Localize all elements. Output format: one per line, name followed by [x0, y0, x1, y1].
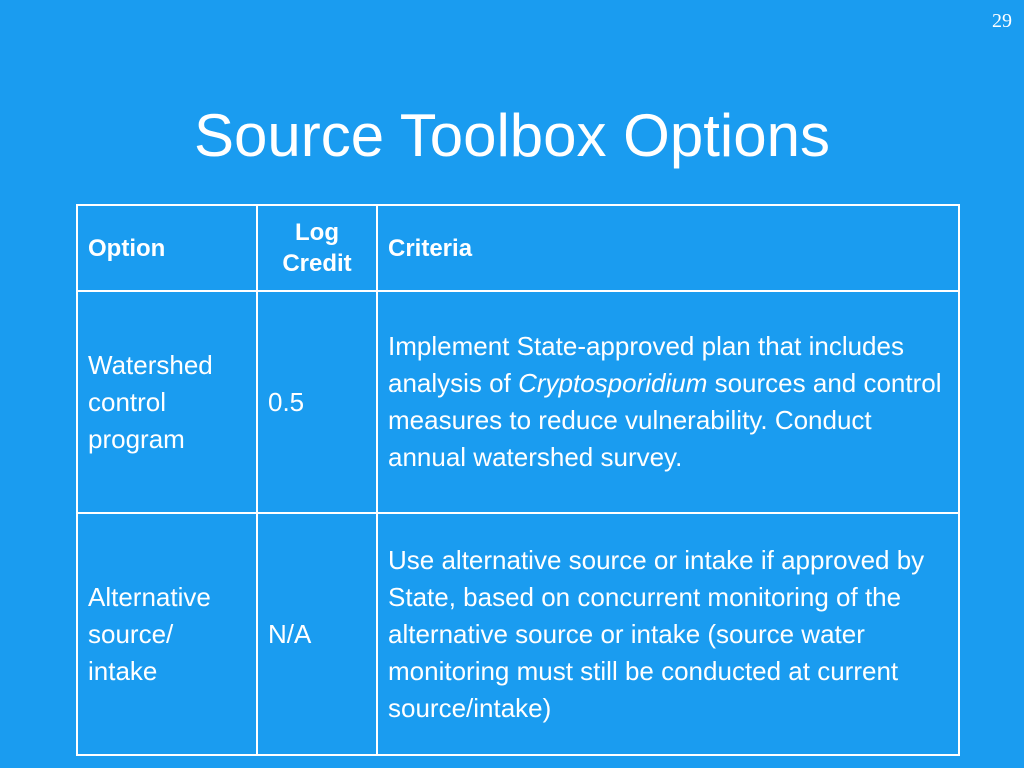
criteria-text-after: sources and control measures to reduce vulnerability. Conduct annual watershed survey. [388, 368, 942, 472]
header-log-credit-line1: Log [295, 219, 339, 246]
table-header-row [77, 205, 959, 291]
option-cell [77, 513, 257, 755]
options-table [76, 204, 960, 756]
criteria-cell [377, 291, 959, 513]
option-cell [77, 291, 257, 513]
header-log-credit-line2: Credit [282, 250, 352, 277]
log-credit-cell: N/A [257, 513, 377, 755]
option-line: program [88, 423, 185, 454]
table-row [77, 291, 959, 513]
option-line: control [88, 386, 167, 417]
criteria-cell: Use alternative source or intake if approved by State, based on concurrent monitoring of the alternative source or intake (source water monitoring must still be conducted at current source/intake) [377, 513, 959, 755]
log-credit-cell: 0.5 [257, 291, 377, 513]
slide-title: Source Toolbox Options [194, 102, 830, 169]
header-option: Option [77, 205, 257, 291]
table-row [77, 513, 959, 755]
header-log-credit [257, 205, 377, 291]
header-criteria: Criteria [377, 205, 959, 291]
criteria-organism-italic: Cryptosporidium [518, 368, 708, 398]
slide-number: 29 [992, 10, 1012, 32]
option-line: Watershed [88, 349, 213, 380]
option-line: intake [88, 655, 158, 686]
option-line: Alternative [88, 581, 211, 612]
criteria-text-before: Implement State-approved plan that includes analysis of [388, 331, 904, 398]
option-line: source/ [88, 618, 174, 649]
